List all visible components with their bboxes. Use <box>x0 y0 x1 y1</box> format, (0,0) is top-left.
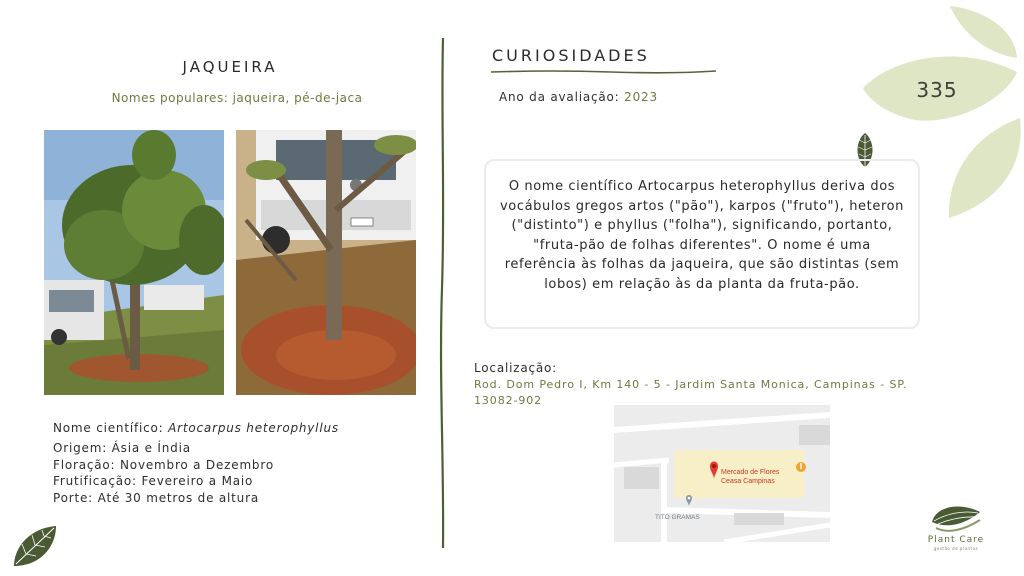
fruiting-label: Frutificação: <box>53 474 137 488</box>
popular-names <box>0 91 474 105</box>
evaluation-year-value: 2023 <box>624 90 658 104</box>
scientific-name-value: Artocarpus heterophyllus <box>168 421 339 435</box>
flowering-value: Novembro a Dezembro <box>120 458 274 472</box>
curiosity-text-box <box>484 159 920 329</box>
size <box>53 490 259 506</box>
leaf-icon <box>10 522 60 570</box>
scientific-name <box>53 420 339 436</box>
brand-tagline: gestão de plantas <box>933 546 979 551</box>
evaluation-year-label: Ano da avaliação: <box>499 90 620 104</box>
location-map[interactable] <box>614 405 830 542</box>
curiosity-text: O nome científico Artocarpus heterophyllus deriva dos vocábulos gregos artos ("pão"), karpos ("fruto"), heteron ("distinto") e phyllus ("folha"), significando, portanto, "fruta-pão de folhas diferentes". O nome é uma referência às folhas da jaqueira, que são distintas (sem lobos) em relação às da planta da fruta-pão. <box>499 179 905 292</box>
vertical-divider <box>436 38 450 548</box>
evaluation-year <box>499 90 658 104</box>
fruiting <box>53 473 253 489</box>
brand-name: Plant Care <box>927 535 985 545</box>
page-number-badge: 335 <box>916 78 958 102</box>
scientific-name-label: Nome científico: <box>53 421 164 435</box>
origin-label: Origem: <box>53 441 108 455</box>
location-address: Rod. Dom Pedro I, Km 140 - 5 - Jardim Santa Monica, Campinas - SP. 13082-902 <box>474 378 908 407</box>
origin <box>53 440 191 456</box>
plant-title: JAQUEIRA <box>182 58 278 76</box>
size-label: Porte: <box>53 491 94 505</box>
flowering <box>53 457 274 473</box>
map-place-line2: Ceasa Campinas <box>721 478 775 485</box>
popular-names-label: Nomes populares: <box>111 91 229 105</box>
popular-names-value: jaqueira, pé-de-jaca <box>232 91 363 105</box>
origin-value: Ásia e Índia <box>111 441 191 455</box>
map-place-line1: Mercado de Flores <box>721 469 780 476</box>
curiosities-heading: CURIOSIDADES <box>492 46 650 65</box>
location-label: Localização: <box>474 361 558 375</box>
tree-photo-2 <box>236 130 416 395</box>
size-value: Até 30 metros de altura <box>97 491 259 505</box>
heading-underline <box>491 67 716 77</box>
fruiting-value: Fevereiro a Maio <box>141 474 254 488</box>
tree-photo-1 <box>44 130 224 395</box>
map-poi-label: TITO GRAMAS <box>655 514 700 521</box>
flowering-label: Floração: <box>53 458 116 472</box>
